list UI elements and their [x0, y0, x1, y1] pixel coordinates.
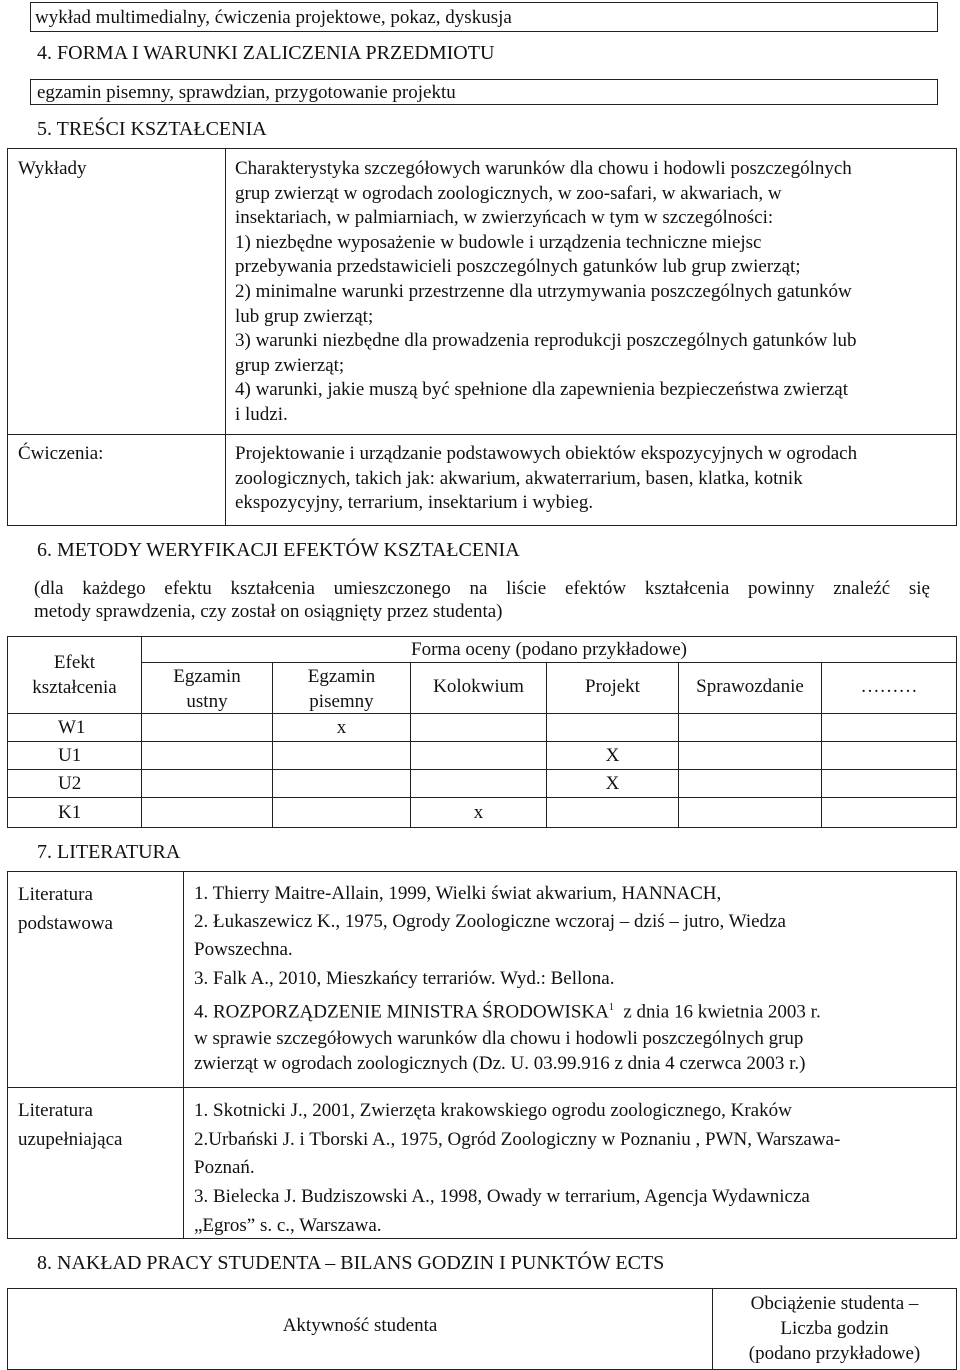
- lectures-line: przebywania przedstawicieli poszczególnych gatunków lub grup zwierząt;: [235, 256, 801, 278]
- exercises-line: Projektowanie i urządzanie podstawowych obiektów ekspozycyjnych w ogrodach: [235, 443, 858, 464]
- workload-table: [7, 1288, 957, 1370]
- vt-col-oral-line: Egzamin: [173, 666, 241, 687]
- supplementary-literature-label: [18, 1096, 122, 1154]
- list-item: 2. Łukaszewicz K., 1975, Ogrody Zoologiczne wczoraj – dziś – jutro, Wiedza: [194, 911, 786, 932]
- list-item: [194, 993, 949, 1026]
- list-item: 1. Skotnicki J., 2001, Zwierzęta krakowskiego ogrodu zoologicznego, Kraków: [194, 1100, 792, 1121]
- content-table: [7, 148, 957, 526]
- list-item: 1. Thierry Maitre-Allain, 1999, Wielki świat akwarium, HANNACH,: [194, 883, 722, 904]
- list-item: Powszechna.: [194, 939, 293, 960]
- lectures-line: 2) minimalne warunki przestrzenne dla utrzymywania poszczególnych gatunków: [235, 280, 852, 302]
- list-item: 2.Urbański J. i Tborski A., 1975, Ogród Zoologiczny w Poznaniu , PWN, Warszawa-: [194, 1129, 841, 1150]
- exercises-line: zoologicznych, takich jak: akwarium, akwaterrarium, basen, klatka, kotnik: [235, 467, 803, 489]
- vt-col-report: Sprawozdanie: [696, 676, 804, 697]
- methods-text: wykład multimedialny, ćwiczenia projektowe, pokaz, dyskusja: [35, 7, 512, 28]
- table-row: [8, 742, 956, 769]
- section4-heading: 4. FORMA I WARUNKI ZALICZENIA PRZEDMIOTU: [37, 42, 495, 64]
- vt-effect-header-line: Efekt: [53, 652, 96, 673]
- vt-project-cell: X: [605, 745, 620, 766]
- basic-literature-list: [194, 880, 949, 1076]
- exercises-line: ekspozycyjny, terrarium, insektarium i wybieg.: [235, 492, 594, 514]
- supplementary-literature-label-line: Literatura: [18, 1100, 93, 1121]
- vt-hline: [141, 662, 956, 663]
- list-item: 3. Bielecka J. Budziszowski A., 1998, Owady w terrarium, Agencja Wydawnicza: [194, 1186, 810, 1207]
- list-item: Poznań.: [194, 1157, 255, 1178]
- workload-load-header-line: (podano przykładowe): [748, 1343, 921, 1364]
- assessment-text: egzamin pisemny, sprawdzian, przygotowanie projektu: [37, 82, 456, 103]
- supplementary-literature-list: [194, 1096, 949, 1240]
- table-row: [8, 798, 956, 827]
- basic-literature-label-line: Literatura: [18, 884, 93, 905]
- regulation-title: 4. ROZPORZĄDZENIE MINISTRA ŚRODOWISKA: [194, 1001, 609, 1023]
- regulation-date: z dnia 16 kwietnia 2003 r.: [613, 1001, 821, 1023]
- lectures-line: insektariach, w palmiarniach, w zwierzyńcach w tym w szczególności:: [235, 207, 774, 229]
- vt-effect-header: [8, 650, 141, 700]
- basic-literature-label-line: podstawowa: [18, 913, 113, 934]
- lectures-line: 3) warunki niezbędne dla prowadzenia reprodukcji poszczególnych gatunków lub: [235, 330, 857, 352]
- vt-colloq-cell: x: [473, 802, 484, 823]
- assessment-box: [30, 79, 938, 105]
- exercises-content: [235, 442, 950, 516]
- vt-col-written-line: Egzamin: [307, 666, 376, 687]
- list-item: w sprawie szczegółowych warunków dla chowu i hodowli poszczególnych grup: [194, 1028, 804, 1050]
- table-row: [8, 770, 956, 797]
- vt-col-project: Projekt: [585, 676, 640, 697]
- content-divider-horizontal: [8, 434, 956, 435]
- vt-effect-cell: U1: [58, 745, 82, 766]
- lit-divider-horizontal: [8, 1087, 956, 1088]
- vt-effect-cell: U2: [58, 773, 82, 794]
- lectures-line: 4) warunki, jakie muszą być spełnione dla zapewnienia bezpieczeństwa zwierząt: [235, 379, 849, 401]
- workload-load-header-line: Liczba godzin: [780, 1318, 889, 1339]
- vt-effect-cell: W1: [58, 717, 86, 738]
- section5-heading: 5. TREŚCI KSZTAŁCENIA: [37, 118, 267, 140]
- vt-col-oral-line: ustny: [186, 691, 228, 712]
- list-item: „Egros” s. c., Warszawa.: [194, 1215, 382, 1236]
- lit-divider-vertical: [183, 872, 184, 1238]
- workload-load-header: [713, 1291, 956, 1366]
- lectures-label: Wykłady: [18, 158, 87, 179]
- content-divider-vertical: [225, 149, 226, 525]
- vt-col-oral: [142, 664, 272, 714]
- vt-effect-cell: K1: [58, 802, 82, 823]
- vt-col-colloq: Kolokwium: [433, 676, 524, 697]
- vt-group-header: Forma oceny (podano przykładowe): [411, 639, 687, 660]
- verification-note-line1: (dla każdego efektu kształcenia umieszczonego na liście efektów kształcenia powinny znaleźć się: [34, 578, 930, 599]
- basic-literature-label: [18, 880, 113, 938]
- lectures-line: Charakterystyka szczegółowych warunków dla chowu i hodowli poszczególnych: [235, 158, 852, 179]
- lectures-content: [235, 157, 950, 428]
- workload-load-header-line: Obciążenie studenta –: [750, 1293, 919, 1314]
- lectures-line: i ludzi.: [235, 403, 288, 425]
- list-item: 3. Falk A., 2010, Mieszkańcy terrariów. Wyd.: Bellona.: [194, 968, 615, 989]
- vt-effect-header-line: kształcenia: [32, 677, 117, 698]
- list-item: zwierząt w ogrodach zoologicznych (Dz. U. 03.99.916 z dnia 4 czerwca 2003 r.): [194, 1053, 806, 1075]
- table-row: [8, 714, 956, 741]
- vt-written-cell: x: [336, 717, 347, 738]
- verification-note-line2: metody sprawdzenia, czy został on osiągnięty przez studenta): [34, 601, 503, 622]
- lectures-line: 1) niezbędne wyposażenie w budowle i urządzenia techniczne miejsc: [235, 231, 762, 253]
- vt-col-written-line: pisemny: [309, 691, 374, 712]
- vt-col-written: [273, 664, 410, 714]
- workload-activity-header: Aktywność studenta: [282, 1315, 438, 1336]
- vt-col-other: ………: [860, 676, 918, 697]
- section8-heading: 8. NAKŁAD PRACY STUDENTA – BILANS GODZIN I PUNKTÓW ECTS: [37, 1252, 665, 1274]
- verification-table: [7, 636, 957, 828]
- exercises-label: Ćwiczenia:: [18, 443, 104, 464]
- lectures-line: grup zwierząt;: [235, 354, 345, 376]
- methods-row: [30, 2, 938, 32]
- footnote-marker: 1: [608, 1002, 614, 1013]
- vt-project-cell: X: [605, 773, 620, 794]
- lectures-line: lub grup zwierząt;: [235, 305, 374, 327]
- section7-heading: 7. LITERATURA: [37, 841, 181, 863]
- lectures-line: grup zwierząt w ogrodach zoologicznych, w zoo-safari, w akwariach, w: [235, 182, 782, 204]
- literature-table: [7, 871, 957, 1239]
- supplementary-literature-label-line: uzupełniająca: [18, 1129, 123, 1150]
- section6-heading: 6. METODY WERYFIKACJI EFEKTÓW KSZTAŁCENIA: [37, 539, 520, 561]
